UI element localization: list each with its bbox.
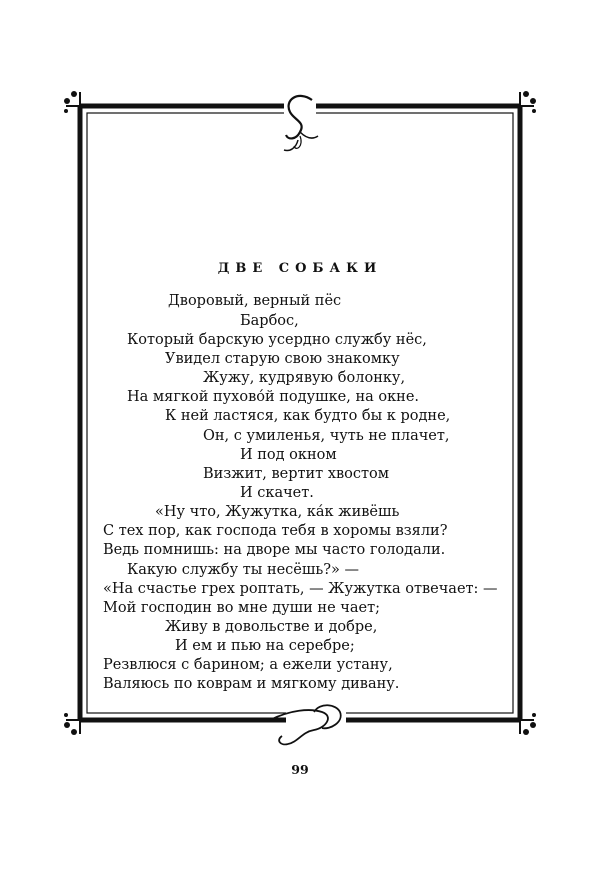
poem-line: Он, с умиленья, чуть не плачет,: [203, 428, 450, 444]
poem-line: И скачет.: [240, 485, 314, 501]
poem-line: Который барскую усердно службу нёс,: [127, 332, 427, 348]
poem-line: К ней ластяся, как будто бы к родне,: [165, 408, 451, 424]
poem-line: Визжит, вертит хвостом: [203, 466, 390, 482]
poem-line: И ем и пью на серебре;: [175, 638, 355, 654]
poem-line: «Ну что, Жужутка, ка́к живёшь: [155, 504, 400, 520]
poem-line: Барбос,: [240, 313, 299, 329]
poem-line: Резвлюся с барином; а ежели устану,: [103, 657, 393, 673]
page-number: 99: [291, 762, 309, 777]
poem-line: «На счастье грех роптать, — Жужутка отвечает: —: [103, 581, 498, 597]
poem-line: Увидел старую свою знакомку: [165, 351, 400, 367]
poem-line: И под окном: [240, 447, 337, 463]
poem-line: На мягкой пухово́й подушке, на окне.: [127, 389, 420, 405]
poem-line: Ведь помнишь: на дворе мы часто голодали.: [103, 542, 446, 558]
poem-line: Какую службу ты несёшь?» —: [127, 562, 360, 578]
poem-line: Мой господин во мне души не чает;: [103, 600, 380, 616]
poem-line: Живу в довольстве и добре,: [165, 619, 378, 635]
poem-line: Дворовый, верный пёс: [168, 293, 342, 309]
poem-line: С тех пор, как господа тебя в хоромы взяли?: [103, 523, 448, 539]
poem-line: Жужу, кудрявую болонку,: [203, 370, 406, 386]
poem-line: Валяюсь по коврам и мягкому дивану.: [103, 676, 400, 692]
poem-title: ДВЕ СОБАКИ: [217, 261, 383, 276]
